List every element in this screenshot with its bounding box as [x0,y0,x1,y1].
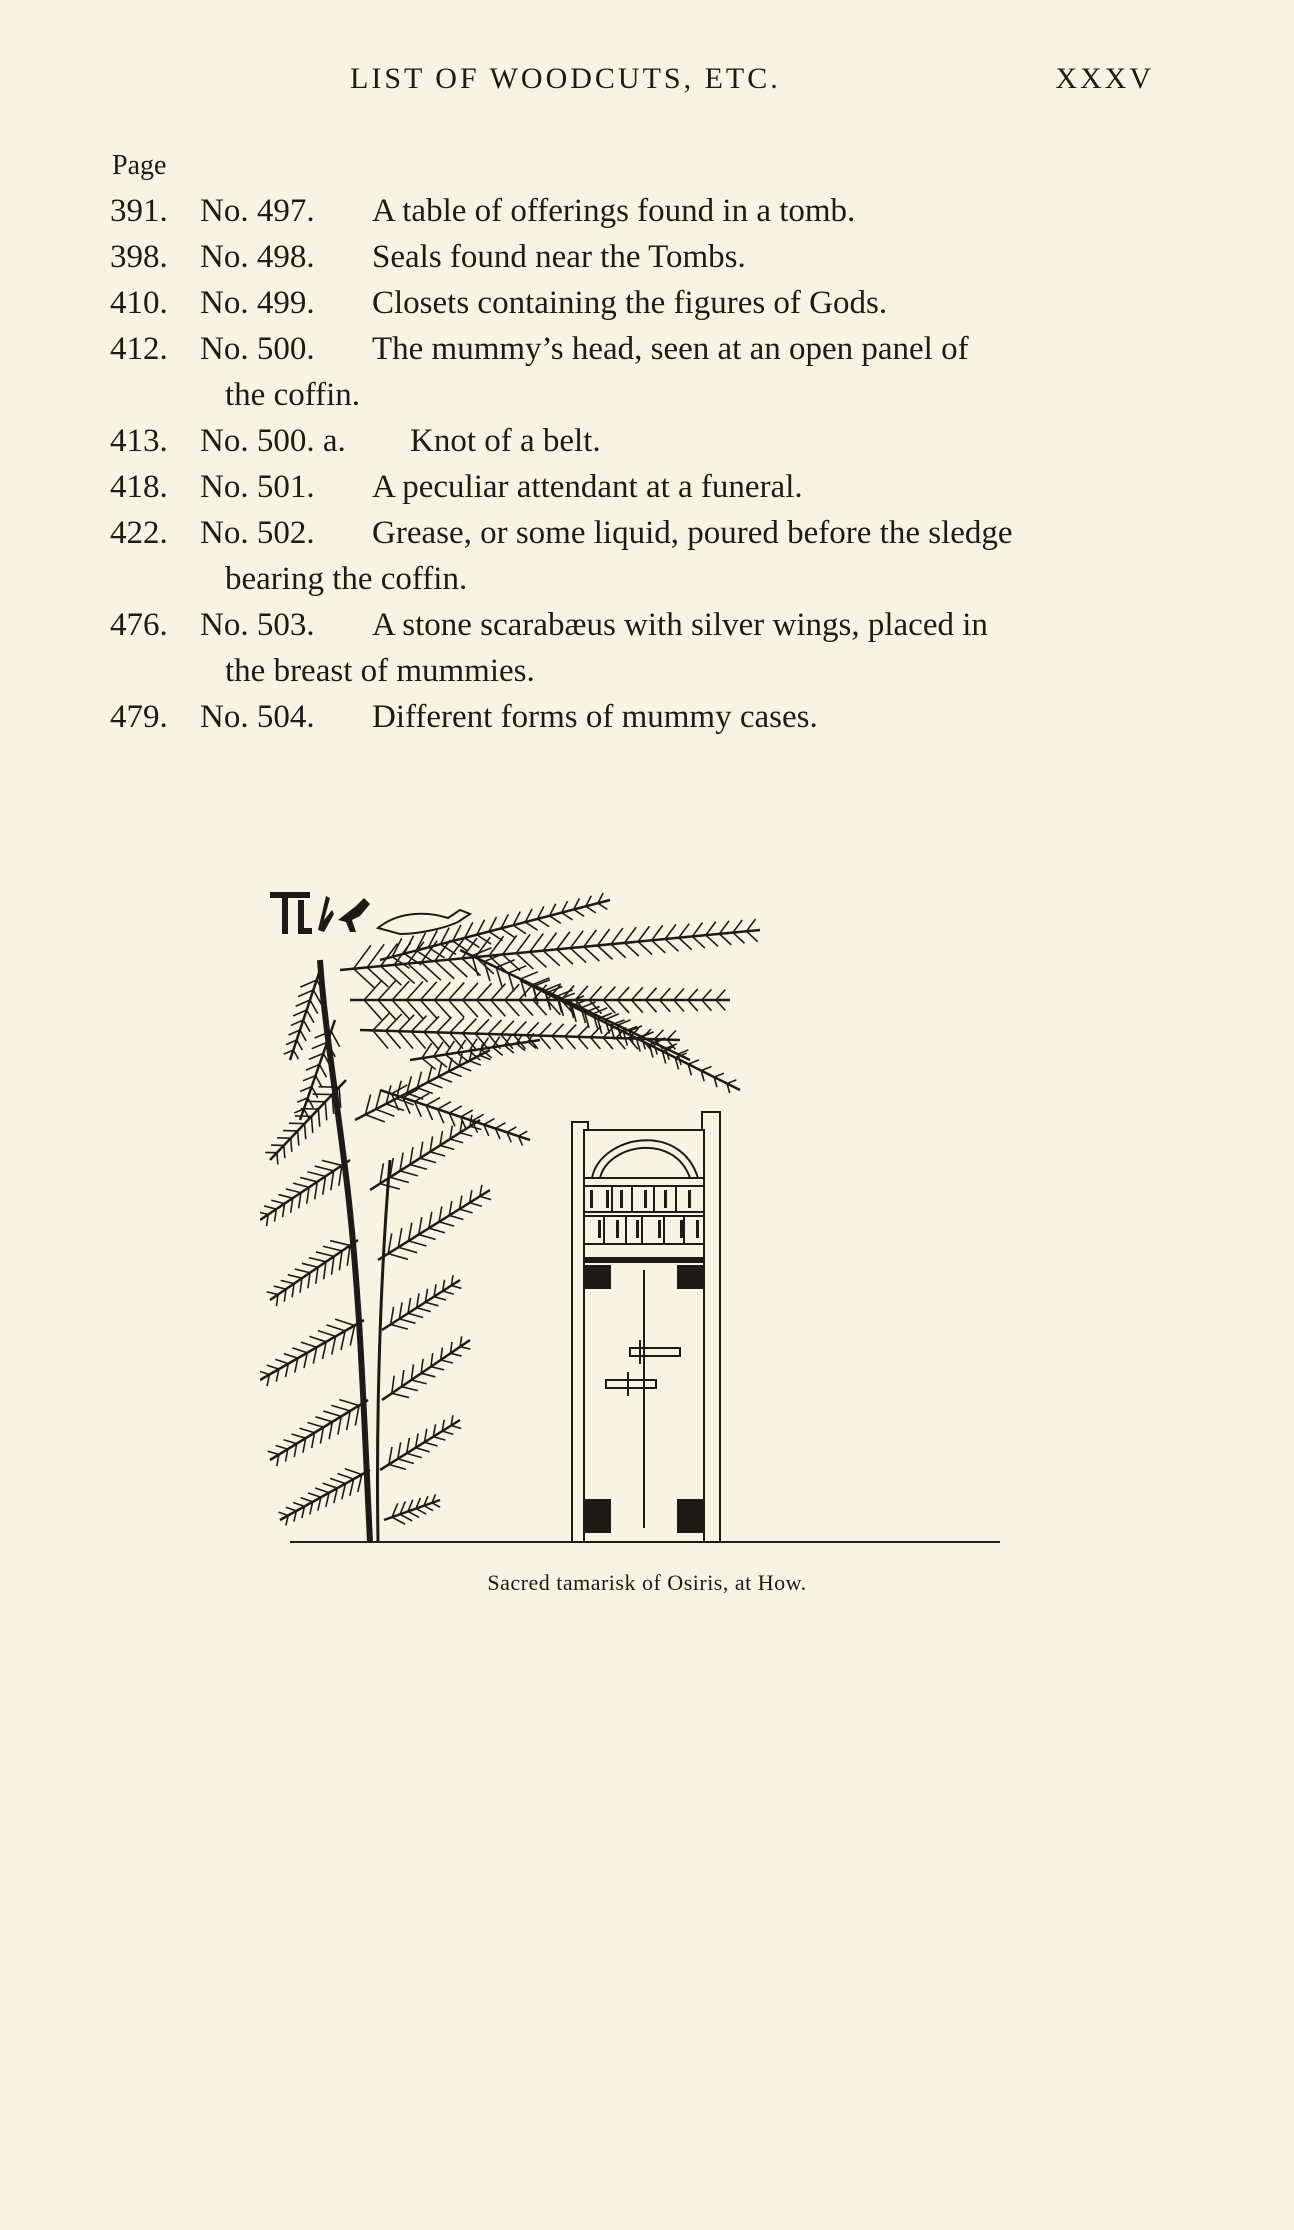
entry-page: 412. [110,331,168,367]
header-page-number: XXXV [1055,62,1154,95]
woodcut-illustration [260,860,1010,1560]
entry-page: 476. [110,607,168,643]
tamarisk-shrine-drawing [260,860,1010,1560]
entry-description: The mummy’s head, seen at an open panel of [372,331,969,367]
list-item [110,418,1160,464]
list-item [110,510,1160,602]
entry-number: No. 501. [200,469,315,505]
running-header [350,62,1154,106]
entry-page: 398. [110,239,168,275]
list-item [110,464,1160,510]
woodcut-list [110,188,1160,740]
list-item [110,326,1160,418]
list-item [110,280,1160,326]
tree-trunk [320,960,370,1542]
entry-description: Different forms of mummy cases. [372,699,818,735]
entry-description: Seals found near the Tombs. [372,239,746,275]
list-item [110,234,1160,280]
entry-continuation: the coffin. [225,377,361,413]
figure-caption: Sacred tamarisk of Osiris, at How. [487,1570,807,1595]
entry-number: No. 502. [200,515,315,551]
entry-description: A stone scarabæus with silver wings, placed in [372,607,988,643]
shrine [572,1112,720,1542]
entry-number: No. 504. [200,699,315,735]
entry-page: 413. [110,423,168,459]
entry-page: 418. [110,469,168,505]
header-title: LIST OF WOODCUTS, ETC. [350,62,781,95]
entry-page: 391. [110,193,168,229]
entry-number: No. 503. [200,607,315,643]
entry-number: No. 498. [200,239,315,275]
list-item [110,694,1160,740]
entry-continuation: the breast of mummies. [225,653,535,689]
entry-number: No. 499. [200,285,315,321]
entry-description: Knot of a belt. [410,423,601,459]
entry-description: Grease, or some liquid, poured before the sledge [372,515,1013,551]
entry-page: 422. [110,515,168,551]
entry-continuation: bearing the coffin. [225,561,468,597]
entry-description: A table of offerings found in a tomb. [372,193,856,229]
hieroglyph-icon [270,892,370,934]
entry-number: No. 500. [200,331,315,367]
entry-page: 479. [110,699,168,735]
entry-page: 410. [110,285,168,321]
list-item [110,602,1160,694]
entry-number: No. 497. [200,193,315,229]
entry-description: Closets containing the figures of Gods. [372,285,888,321]
list-item [110,188,1160,234]
page-column-label: Page [112,150,167,181]
bird-icon [378,910,470,934]
entry-number: No. 500. a. [200,423,346,459]
entry-description: A peculiar attendant at a funeral. [372,469,803,505]
